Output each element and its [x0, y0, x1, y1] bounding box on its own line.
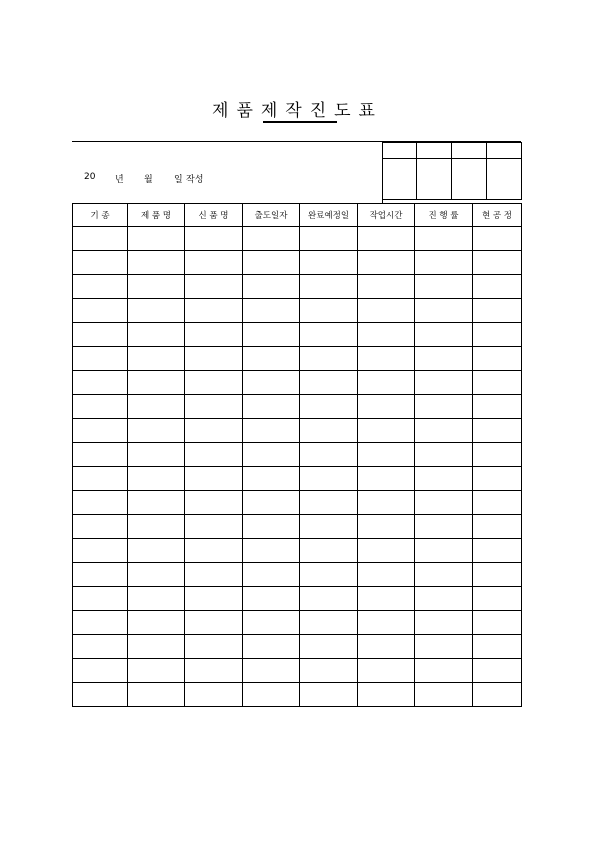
table-cell[interactable] [415, 371, 473, 395]
table-cell[interactable] [128, 323, 185, 347]
table-cell[interactable] [73, 659, 128, 683]
header-drawing-date: 출도일자 [243, 204, 300, 227]
table-cell[interactable] [73, 563, 128, 587]
table-cell[interactable] [243, 491, 300, 515]
table-cell[interactable] [358, 539, 415, 563]
table-cell[interactable] [128, 515, 185, 539]
table-cell[interactable] [473, 587, 522, 611]
approval-title-cell[interactable] [417, 143, 452, 159]
table-cell[interactable] [73, 227, 128, 251]
table-cell[interactable] [358, 563, 415, 587]
table-cell[interactable] [73, 371, 128, 395]
table-cell[interactable] [473, 395, 522, 419]
table-cell[interactable] [185, 467, 243, 491]
table-cell[interactable] [128, 299, 185, 323]
table-cell[interactable] [128, 395, 185, 419]
table-cell[interactable] [358, 251, 415, 275]
month-unit: 월 [144, 175, 153, 185]
table-cell[interactable] [473, 515, 522, 539]
table-cell[interactable] [358, 323, 415, 347]
table-cell[interactable] [73, 611, 128, 635]
table-cell[interactable] [473, 491, 522, 515]
day-unit: 일 [174, 175, 183, 185]
table-cell[interactable] [415, 323, 473, 347]
table-cell[interactable] [473, 563, 522, 587]
table-cell[interactable] [128, 251, 185, 275]
table-cell[interactable] [473, 371, 522, 395]
table-cell[interactable] [185, 371, 243, 395]
table-cell[interactable] [415, 299, 473, 323]
table-cell[interactable] [73, 443, 128, 467]
table-cell[interactable] [128, 563, 185, 587]
table-header-row [73, 204, 522, 227]
year-unit: 년 [115, 175, 124, 185]
table-cell[interactable] [415, 683, 473, 707]
table-cell[interactable] [415, 515, 473, 539]
table-row [73, 347, 522, 371]
table-cell[interactable] [185, 635, 243, 659]
table-cell[interactable] [128, 419, 185, 443]
table-cell[interactable] [473, 299, 522, 323]
table-cell[interactable] [243, 467, 300, 491]
table-cell[interactable] [473, 275, 522, 299]
table-cell[interactable] [128, 635, 185, 659]
table-cell[interactable] [243, 227, 300, 251]
table-cell[interactable] [185, 587, 243, 611]
approval-title-row [383, 143, 522, 159]
approval-sign-cell[interactable] [487, 159, 522, 200]
table-cell[interactable] [415, 419, 473, 443]
table-cell[interactable] [128, 275, 185, 299]
table-cell[interactable] [185, 395, 243, 419]
table-cell[interactable] [300, 587, 358, 611]
table-cell[interactable] [185, 539, 243, 563]
progress-table [72, 203, 522, 707]
header-product-name: 제 품 명 [128, 204, 185, 227]
document-title: 제품제작진도표 [212, 101, 383, 121]
table-cell[interactable] [73, 635, 128, 659]
table-cell[interactable] [415, 347, 473, 371]
table-cell[interactable] [358, 611, 415, 635]
table-cell[interactable] [415, 491, 473, 515]
table-cell[interactable] [358, 299, 415, 323]
table-cell[interactable] [73, 491, 128, 515]
table-row [73, 299, 522, 323]
year-prefix: 20 [84, 172, 96, 182]
table-row [73, 467, 522, 491]
table-cell[interactable] [415, 659, 473, 683]
table-cell[interactable] [73, 515, 128, 539]
table-cell[interactable] [243, 683, 300, 707]
table-cell[interactable] [300, 275, 358, 299]
table-cell[interactable] [128, 347, 185, 371]
table-cell[interactable] [300, 467, 358, 491]
table-cell[interactable] [358, 491, 415, 515]
table-cell[interactable] [128, 227, 185, 251]
table-cell[interactable] [300, 347, 358, 371]
table-cell[interactable] [473, 683, 522, 707]
table-cell[interactable] [300, 659, 358, 683]
table-cell[interactable] [243, 299, 300, 323]
table-cell[interactable] [128, 443, 185, 467]
table-cell[interactable] [128, 611, 185, 635]
table-cell[interactable] [185, 683, 243, 707]
table-row [73, 275, 522, 299]
table-cell[interactable] [300, 251, 358, 275]
table-cell[interactable] [185, 299, 243, 323]
table-cell[interactable] [300, 419, 358, 443]
table-cell[interactable] [243, 659, 300, 683]
written-label: 작성 [186, 175, 204, 185]
table-cell[interactable] [185, 347, 243, 371]
table-cell[interactable] [185, 323, 243, 347]
table-cell[interactable] [415, 275, 473, 299]
table-cell[interactable] [243, 515, 300, 539]
table-cell[interactable] [185, 515, 243, 539]
table-cell[interactable] [358, 347, 415, 371]
table-cell[interactable] [415, 251, 473, 275]
table-cell[interactable] [185, 659, 243, 683]
title-underline [263, 121, 337, 123]
table-cell[interactable] [358, 635, 415, 659]
header-model: 기 종 [73, 204, 128, 227]
table-cell[interactable] [300, 371, 358, 395]
table-cell[interactable] [243, 611, 300, 635]
table-cell[interactable] [358, 419, 415, 443]
approval-title-cell[interactable] [487, 143, 522, 159]
table-cell[interactable] [128, 539, 185, 563]
table-cell[interactable] [243, 635, 300, 659]
table-cell[interactable] [300, 227, 358, 251]
table-row [73, 227, 522, 251]
table-cell[interactable] [473, 323, 522, 347]
header-work-hours: 작업시간 [358, 204, 415, 227]
table-cell[interactable] [358, 395, 415, 419]
table-cell[interactable] [358, 587, 415, 611]
table-cell[interactable] [300, 563, 358, 587]
table-row [73, 683, 522, 707]
header-progress-rate: 진 행 률 [415, 204, 473, 227]
approval-sign-cell[interactable] [417, 159, 452, 200]
table-cell[interactable] [300, 323, 358, 347]
table-cell[interactable] [185, 227, 243, 251]
table-cell[interactable] [73, 299, 128, 323]
table-body [73, 227, 522, 707]
table-cell[interactable] [185, 275, 243, 299]
table-row [73, 635, 522, 659]
table-cell[interactable] [128, 683, 185, 707]
table-cell[interactable] [415, 611, 473, 635]
table-cell[interactable] [73, 395, 128, 419]
table-row [73, 443, 522, 467]
table-cell[interactable] [473, 659, 522, 683]
table-cell[interactable] [128, 491, 185, 515]
approval-title-cell[interactable] [452, 143, 487, 159]
header-current-process: 현 공 정 [473, 204, 522, 227]
table-cell[interactable] [415, 227, 473, 251]
table-cell[interactable] [185, 251, 243, 275]
table-cell[interactable] [243, 539, 300, 563]
table-cell[interactable] [358, 443, 415, 467]
table-cell[interactable] [243, 347, 300, 371]
approval-title-cell[interactable] [383, 143, 417, 159]
table-cell[interactable] [73, 683, 128, 707]
table-row [73, 491, 522, 515]
table-cell[interactable] [358, 683, 415, 707]
table-cell[interactable] [73, 251, 128, 275]
table-cell[interactable] [73, 419, 128, 443]
table-cell[interactable] [185, 443, 243, 467]
table-cell[interactable] [73, 323, 128, 347]
table-cell[interactable] [243, 563, 300, 587]
table-cell[interactable] [128, 587, 185, 611]
table-cell[interactable] [185, 491, 243, 515]
table-row [73, 419, 522, 443]
table-cell[interactable] [473, 419, 522, 443]
table-cell[interactable] [473, 467, 522, 491]
table-cell[interactable] [185, 563, 243, 587]
table-cell[interactable] [185, 611, 243, 635]
table-cell[interactable] [473, 347, 522, 371]
table-cell[interactable] [243, 395, 300, 419]
table-row [73, 395, 522, 419]
table-cell[interactable] [473, 251, 522, 275]
table-cell[interactable] [73, 347, 128, 371]
table-cell[interactable] [473, 227, 522, 251]
table-cell[interactable] [358, 659, 415, 683]
table-cell[interactable] [300, 395, 358, 419]
table-row [73, 323, 522, 347]
table-cell[interactable] [415, 563, 473, 587]
header-new-product-name: 신 품 명 [185, 204, 243, 227]
table-cell[interactable] [415, 443, 473, 467]
table-row [73, 563, 522, 587]
table-row [73, 539, 522, 563]
table-cell[interactable] [358, 467, 415, 491]
table-cell[interactable] [415, 635, 473, 659]
approval-divider [382, 142, 383, 204]
table-cell[interactable] [358, 515, 415, 539]
table-cell[interactable] [415, 539, 473, 563]
table-cell[interactable] [73, 467, 128, 491]
table-cell[interactable] [243, 587, 300, 611]
table-cell[interactable] [300, 683, 358, 707]
table-row [73, 659, 522, 683]
table-cell[interactable] [243, 251, 300, 275]
approval-sign-cell[interactable] [383, 159, 417, 200]
table-cell[interactable] [300, 539, 358, 563]
table-cell[interactable] [128, 467, 185, 491]
table-cell[interactable] [300, 635, 358, 659]
table-cell[interactable] [300, 611, 358, 635]
table-cell[interactable] [473, 539, 522, 563]
table-cell[interactable] [358, 371, 415, 395]
table-cell[interactable] [300, 515, 358, 539]
table-cell[interactable] [415, 395, 473, 419]
table-cell[interactable] [473, 443, 522, 467]
table-cell[interactable] [73, 587, 128, 611]
approval-sign-cell[interactable] [452, 159, 487, 200]
table-cell[interactable] [415, 587, 473, 611]
table-cell[interactable] [128, 659, 185, 683]
table-cell[interactable] [300, 491, 358, 515]
table-cell[interactable] [243, 443, 300, 467]
table-cell[interactable] [473, 611, 522, 635]
table-cell[interactable] [358, 275, 415, 299]
table-cell[interactable] [243, 371, 300, 395]
table-cell[interactable] [415, 467, 473, 491]
table-cell[interactable] [473, 635, 522, 659]
table-row [73, 515, 522, 539]
table-cell[interactable] [73, 275, 128, 299]
table-cell[interactable] [243, 419, 300, 443]
approval-sign-row [383, 159, 522, 200]
table-row [73, 587, 522, 611]
table-row [73, 371, 522, 395]
approval-box [382, 142, 522, 200]
table-cell[interactable] [358, 227, 415, 251]
table-cell[interactable] [300, 443, 358, 467]
table-cell[interactable] [185, 419, 243, 443]
table-cell[interactable] [300, 299, 358, 323]
table-cell[interactable] [243, 323, 300, 347]
table-cell[interactable] [73, 539, 128, 563]
table-row [73, 611, 522, 635]
header-due-date: 완료예정일 [300, 204, 358, 227]
table-cell[interactable] [128, 371, 185, 395]
table-cell[interactable] [243, 275, 300, 299]
table-row [73, 251, 522, 275]
